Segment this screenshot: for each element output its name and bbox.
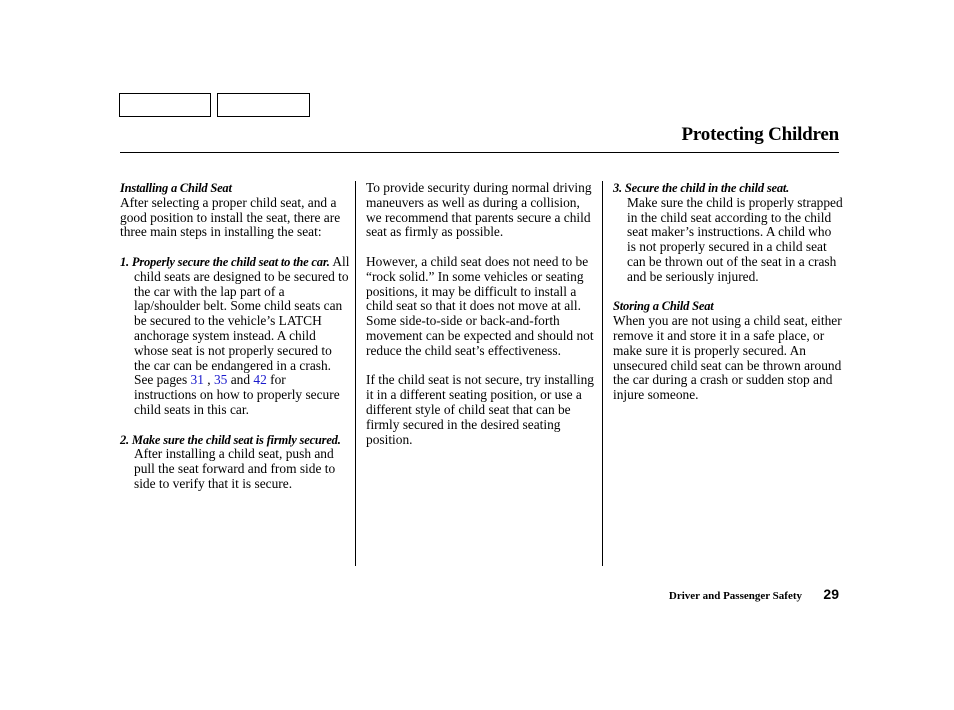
security-paragraph-1: To provide security during normal driving maneuvers as well as during a collision, we recommend that parents secure a child seat as firmly as possible. <box>366 180 592 240</box>
installing-intro: After selecting a proper child seat, and a good position to install the seat, there are three main steps in installing the seat: <box>120 194 341 240</box>
step-1-text-a: All child seats are designed to be secured to the car with the lap part of a lap/shoulder belt. Some child seats can be secured to the vehicle’s LATCH anchorage system instead. A child whose seat is not properly secured to the car can be endangered in a crash. See pages <box>134 253 350 388</box>
step-1-text-b: for instructions on how to properly secure child seats in this car. <box>134 372 340 417</box>
page-title: Protecting Children <box>681 124 839 145</box>
nav-box-previous[interactable] <box>119 93 211 117</box>
step-3-lead: 3. Secure the child in the child seat. <box>613 181 790 195</box>
title-rule <box>120 152 839 153</box>
link-separator-and: and <box>227 372 254 388</box>
step-2 <box>120 433 350 492</box>
step-2-lead: 2. Make sure the child seat is firmly secured. <box>120 432 341 447</box>
link-separator-comma: , <box>203 372 214 388</box>
step-2-text: After installing a child seat, push and pull the seat forward and from side to side to verify that it is secure. <box>134 446 336 491</box>
storing-text: When you are not using a child seat, either remove it and store it in a safe place, or make sure it is properly secured. An unsecured child seat can be thrown around the car during a crash or sudden stop and injure someone. <box>613 313 842 403</box>
page-number: 29 <box>823 586 839 602</box>
security-paragraph-2: However, a child seat does not need to be “rock solid.” In some vehicles or seating positions, it may be difficult to install a child seat so that it does not move at all. Some side-to-side or back-and-forth movement can be expected and should not reduce the child seat’s effectiveness. <box>366 253 594 358</box>
section-heading-storing: Storing a Child Seat <box>613 299 714 314</box>
nav-box-next[interactable] <box>217 93 310 117</box>
link-page-42[interactable]: 42 <box>253 372 267 388</box>
step-1-lead: 1. Properly secure the child seat to the car. <box>120 254 330 269</box>
column-2 <box>366 181 596 462</box>
footer-section-title: Driver and Passenger Safety <box>668 590 802 602</box>
column-divider-2 <box>602 181 603 566</box>
security-paragraph-3: If the child seat is not secure, try installing it in a different seating position, or use a different style of child seat that can be firmly secured in the desired seating position. <box>366 372 594 447</box>
column-1 <box>120 181 350 507</box>
step-3-text: Make sure the child is properly strapped in the child seat according to the child seat maker’s instructions. A child who is not properly secured in a child seat can be thrown out of the seat in a crash and be seriously injured. <box>627 194 843 284</box>
link-page-35[interactable]: 35 <box>213 372 228 388</box>
step-1 <box>120 255 350 418</box>
column-3 <box>613 181 843 418</box>
link-page-31[interactable]: 31 <box>190 372 204 388</box>
section-heading-installing: Installing a Child Seat <box>120 181 232 195</box>
column-divider-1 <box>355 181 356 566</box>
